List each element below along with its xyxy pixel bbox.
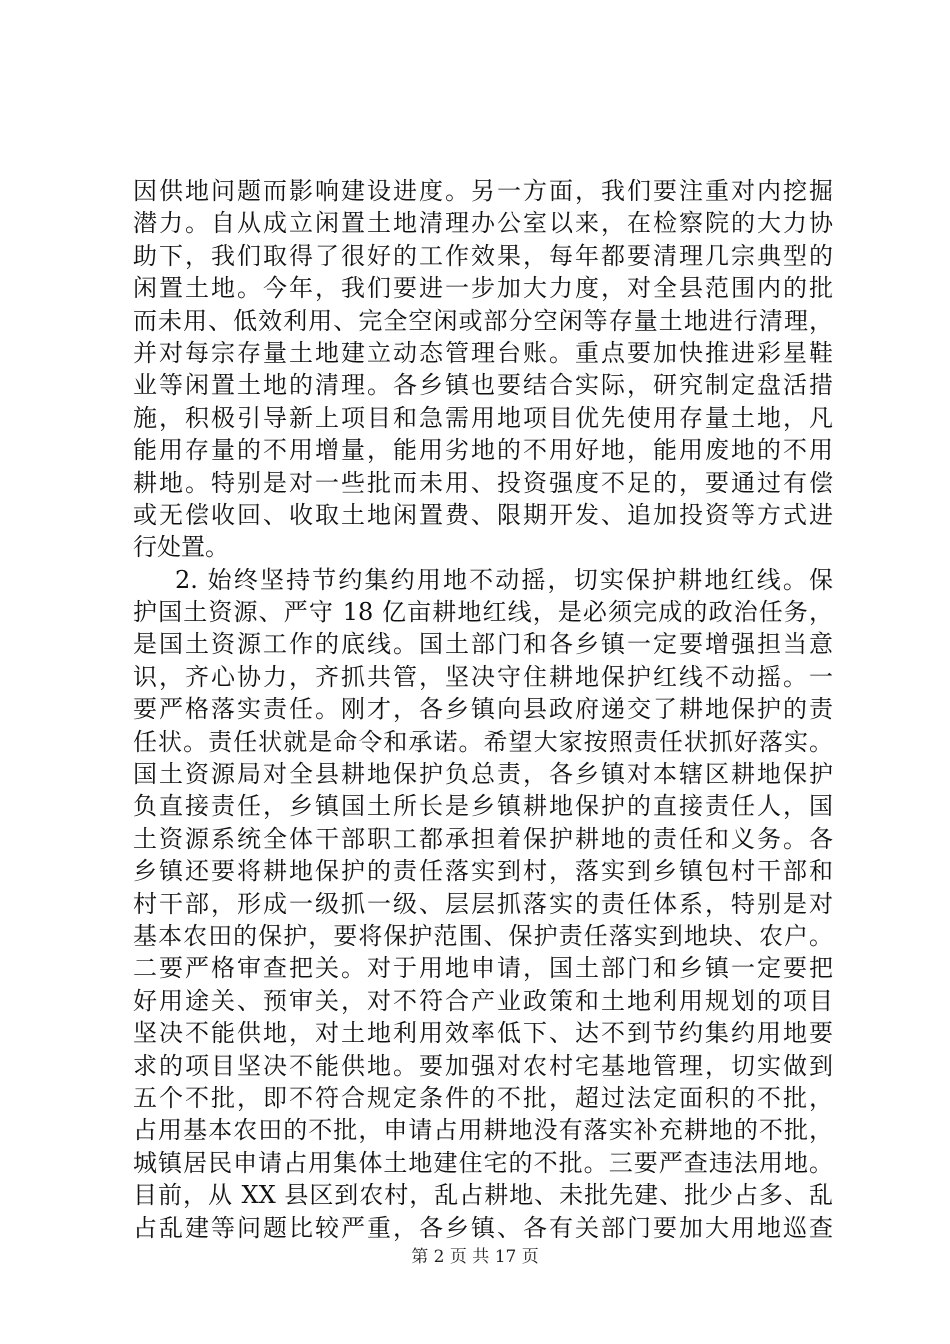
text-line: 占乱建等问题比较严重，各乡镇、各有关部门要加大用地巡查 [133, 1213, 833, 1242]
body-text [133, 175, 833, 1244]
text-line: 求的项目坚决不能供地。要加强对农村宅基地管理，切实做到 [133, 1051, 833, 1080]
text-line: 潜力。自从成立闲置土地清理办公室以来，在检察院的大力协 [133, 209, 833, 238]
text-line: 好用途关、预审关，对不符合产业政策和土地利用规划的项目 [133, 986, 833, 1015]
text-line: 二要严格审查把关。对于用地申请，国土部门和乡镇一定要把 [133, 954, 833, 983]
text-line: 村干部，形成一级抓一级、层层抓落实的责任体系，特别是对 [133, 889, 833, 918]
text-line: 护国土资源、严守 18 亿亩耕地红线，是必须完成的政治任务， [133, 598, 833, 627]
text-line: 并对每宗存量土地建立动态管理台账。重点要加快推进彩星鞋 [133, 338, 833, 367]
text-line: 城镇居民申请占用集体土地建住宅的不批。三要严查违法用地。 [133, 1148, 833, 1177]
text-line: 基本农田的保护，要将保护范围、保护责任落实到地块、农户。 [133, 921, 833, 950]
text-line: 乡镇还要将耕地保护的责任落实到村，落实到乡镇包村干部和 [133, 857, 833, 886]
text-line: 能用存量的不用增量，能用劣地的不用好地，能用废地的不用 [133, 436, 833, 465]
text-line: 行处置。 [133, 533, 229, 562]
text-line: 业等闲置土地的清理。各乡镇也要结合实际，研究制定盘活措 [133, 371, 833, 400]
text-line: 占用基本农田的不批，申请占用耕地没有落实补充耕地的不批， [133, 1116, 833, 1145]
text-line: 因供地问题而影响建设进度。另一方面，我们要注重对内挖掘 [133, 177, 833, 205]
paragraph-start-line: 2. 始终坚持节约集约用地不动摇，切实保护耕地红线。保 [175, 565, 833, 594]
text-line: 而未用、低效利用、完全空闲或部分空闲等存量土地进行清理， [133, 306, 833, 335]
text-line: 识，齐心协力，齐抓共管，坚决守住耕地保护红线不动摇。一 [133, 662, 833, 691]
text-line: 或无偿收回、收取土地闲置费、限期开发、追加投资等方式进 [133, 500, 833, 529]
text-line: 闲置土地。今年，我们要进一步加大力度，对全县范围内的批 [133, 274, 833, 303]
text-line: 施，积极引导新上项目和急需用地项目优先使用存量土地，凡 [133, 403, 833, 432]
text-line: 助下，我们取得了很好的工作效果，每年都要清理几宗典型的 [133, 241, 833, 270]
text-line: 目前，从 XX 县区到农村，乱占耕地、未批先建、批少占多、乱 [133, 1181, 833, 1210]
text-line: 土资源系统全体干部职工都承担着保护耕地的责任和义务。各 [133, 824, 833, 853]
text-line: 五个不批，即不符合规定条件的不批，超过法定面积的不批， [133, 1083, 833, 1112]
text-line: 是国土资源工作的底线。国土部门和各乡镇一定要增强担当意 [133, 630, 833, 659]
text-line: 负直接责任，乡镇国土所长是乡镇耕地保护的直接责任人，国 [133, 792, 833, 821]
text-line: 耕地。特别是对一些批而未用、投资强度不足的，要通过有偿 [133, 468, 833, 497]
text-line: 要严格落实责任。刚才，各乡镇向县政府递交了耕地保护的责 [133, 695, 833, 724]
text-line: 任状。责任状就是命令和承诺。希望大家按照责任状抓好落实。 [133, 727, 833, 756]
page-footer: 第 2 页 共 17 页 [411, 1247, 539, 1267]
text-line: 国土资源局对全县耕地保护负总责，各乡镇对本辖区耕地保护 [133, 760, 833, 789]
text-line: 坚决不能供地，对土地利用效率低下、达不到节约集约用地要 [133, 1019, 833, 1048]
